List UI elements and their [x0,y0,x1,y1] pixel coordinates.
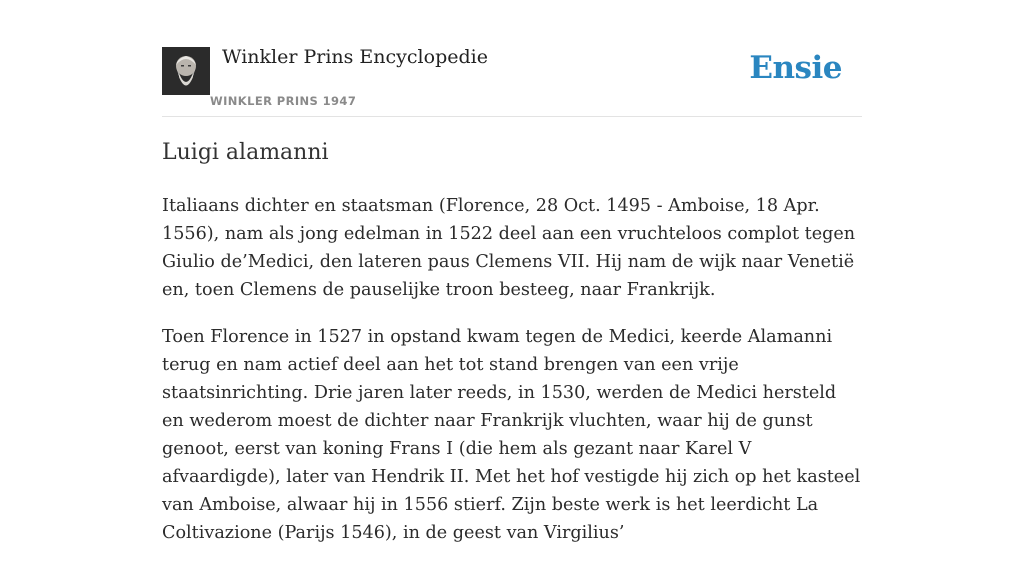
article-paragraph: Toen Florence in 1527 in opstand kwam tegen de Medici, keerde Alamanni terug en nam actief deel aan het tot stand brengen van een vrije staatsinrichting. Drie jaren later reeds, in 1530, werden de Medici hersteld en wederom moest de dichter naar Frankrijk vluchten, waar hij de gunst genoot, eerst van koning Frans I (die hem als gezant naar Karel V afvaardigde), later van Hendrik II. Met het hof vestigde hij zich op het kasteel van Amboise, alwaar hij in 1556 stierf. Zijn beste werk is het leerdicht La Coltivazione (Parijs 1546), in de geest van Virgilius’ [162,327,861,543]
article-body [162,192,862,566]
brand-logo[interactable]: Ensie [749,50,842,86]
article-title: Luigi alamanni [162,140,329,165]
article-paragraph: Italiaans dichter en staatsman (Florence, 28 Oct. 1495 - Amboise, 18 Apr. 1556), nam als jong edelman in 1522 deel aan een vruchteloos complot tegen Giulio de’Medici, den lateren paus Clemens VII. Hij nam de wijk naar Venetië en, toen Clemens de pauselijke troon besteeg, naar Frankrijk. [162,196,856,300]
author-portrait-icon[interactable] [162,47,210,95]
source-subtitle[interactable]: WINKLER PRINS 1947 [210,94,357,108]
header [162,0,862,117]
source-title[interactable]: Winkler Prins Encyclopedie [222,46,488,68]
